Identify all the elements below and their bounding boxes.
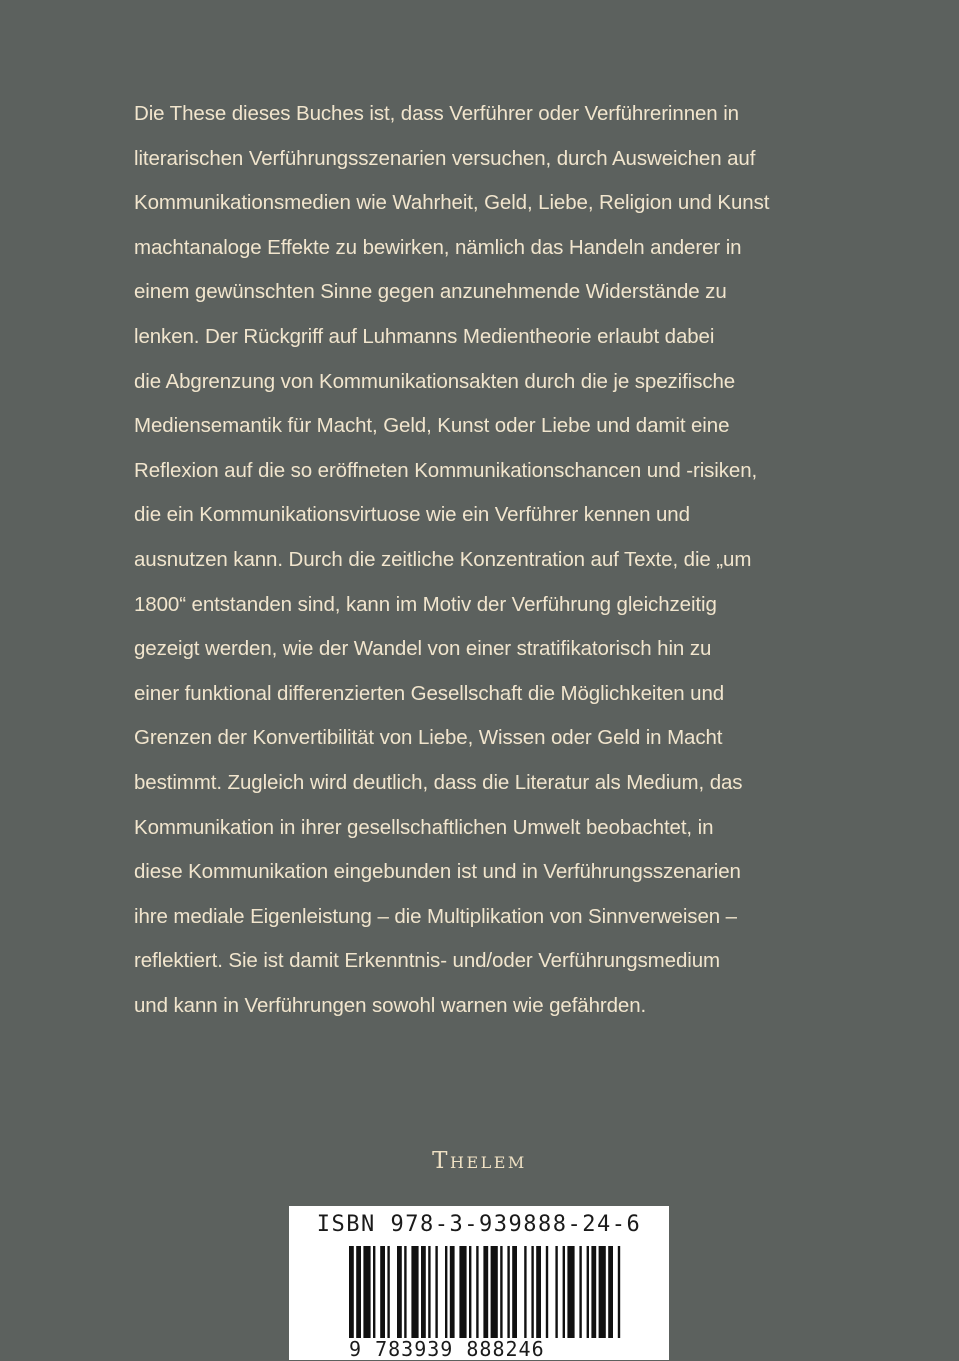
blurb-line: gezeigt werden, wie der Wandel von einer stratifikatorisch hin zu [134, 637, 712, 661]
blurb-line: Die These dieses Buches ist, dass Verführer oder Verführerinnen in [134, 102, 739, 125]
blurb-line: Grenzen der Konvertibilität von Liebe, Wissen oder Geld in Macht [134, 726, 723, 750]
blurb-line: lenken. Der Rückgriff auf Luhmanns Medientheorie erlaubt dabei [134, 324, 715, 348]
blurb-line: Mediensemantik für Macht, Geld, Kunst oder Liebe und damit eine [134, 414, 730, 438]
blurb-line: Kommunikationsmedien wie Wahrheit, Geld, Liebe, Religion und Kunst [134, 191, 770, 215]
blurb-line: die ein Kommunikationsvirtuose wie ein Verführer kennen und [134, 503, 690, 527]
blurb-line: ihre mediale Eigenleistung – die Multiplikation von Sinnverweisen – [134, 904, 737, 928]
isbn-barcode [289, 1206, 669, 1360]
blurb-line: einem gewünschten Sinne gegen anzunehmende Widerstände zu [134, 280, 727, 304]
back-cover-blurb [134, 92, 834, 1028]
blurb-line: reflektiert. Sie ist damit Erkenntnis- und/oder Verführungsmedium [134, 949, 720, 973]
blurb-line: diese Kommunikation eingebunden ist und in Verführungsszenarien [134, 860, 741, 884]
blurb-line: Reflexion auf die so eröffneten Kommunikationschancen und -risiken, [134, 458, 758, 482]
blurb-line: und kann in Verführungen sowohl warnen wie gefährden. [134, 993, 647, 1017]
publisher-logo: Thelem [432, 1148, 527, 1174]
blurb-line: 1800“ entstanden sind, kann im Motiv der Verführung gleichzeitig [134, 592, 717, 616]
blurb-line: Kommunikation in ihrer gesellschaftlichen Umwelt beobachtet, in [134, 815, 714, 839]
barcode-digits: 9 783939 888246 [349, 1338, 629, 1360]
blurb-line: machtanaloge Effekte zu bewirken, nämlich das Handeln anderer in [134, 235, 742, 259]
blurb-line: bestimmt. Zugleich wird deutlich, dass die Literatur als Medium, das [134, 770, 743, 794]
blurb-line: einer funktional differenzierten Gesellschaft die Möglichkeiten und [134, 681, 725, 705]
isbn-label: ISBN 978-3-939888-24-6 [316, 1212, 642, 1237]
blurb-line: literarischen Verführungsszenarien versuchen, durch Ausweichen auf [134, 146, 756, 170]
blurb-line: die Abgrenzung von Kommunikationsakten durch die je spezifische [134, 369, 736, 393]
blurb-line: ausnutzen kann. Durch die zeitliche Konzentration auf Texte, die „um [134, 547, 752, 571]
